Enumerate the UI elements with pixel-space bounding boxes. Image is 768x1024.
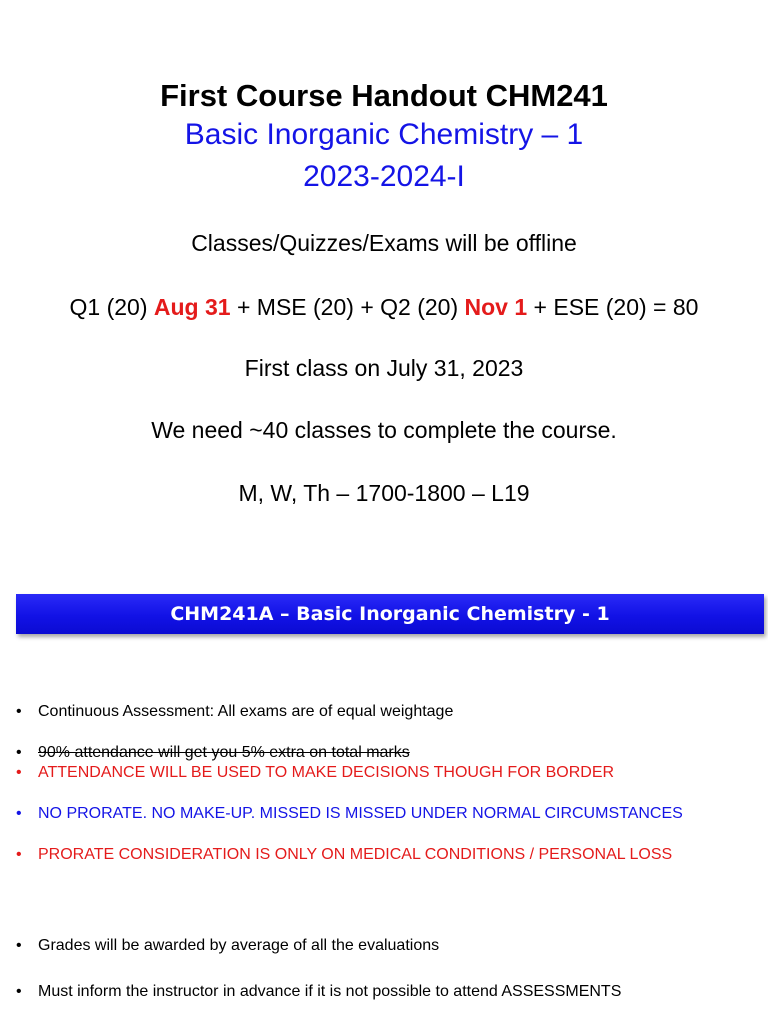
- bullet-marker: •: [16, 983, 22, 1000]
- bullet-marker: •: [16, 764, 22, 781]
- mode-line: Classes/Quizzes/Exams will be offline: [191, 230, 577, 256]
- bullet-marker: •: [16, 805, 22, 822]
- bullet-text: Continuous Assessment: All exams are of equal weightage: [38, 703, 454, 720]
- bullet-text: PRORATE CONSIDERATION IS ONLY ON MEDICAL CONDITIONS / PERSONAL LOSS: [38, 846, 673, 863]
- q1-date: Aug 31: [153, 294, 231, 320]
- bullet-marker: •: [16, 744, 22, 761]
- bullet-marker: •: [16, 846, 22, 863]
- bullet-text: NO PRORATE. NO MAKE-UP. MISSED IS MISSED UNDER NORMAL CIRCUMSTANCES: [38, 805, 683, 822]
- bullet-marker: •: [16, 703, 22, 720]
- bullet-text: 90% attendance will get you 5% extra on total marks: [38, 744, 410, 761]
- section-banner: CHM241A – Basic Inorganic Chemistry - 1: [16, 594, 764, 634]
- bullet-marker: •: [16, 937, 22, 954]
- scheme-part3: + ESE (20) = 80: [527, 294, 699, 320]
- scheme-part1: Q1 (20): [69, 294, 154, 320]
- first-class-line: First class on July 31, 2023: [244, 355, 524, 381]
- schedule-line: M, W, Th – 1700-1800 – L19: [238, 480, 530, 506]
- classes-needed-line: We need ~40 classes to complete the course.: [151, 417, 617, 443]
- grading-scheme: [0, 294, 768, 321]
- q2-date: Nov 1: [464, 294, 528, 320]
- bullet-text: ATTENDANCE WILL BE USED TO MAKE DECISIONS THOUGH FOR BORDER: [38, 764, 615, 781]
- scheme-part2: + MSE (20) + Q2 (20): [230, 294, 465, 320]
- bullet-text: Must inform the instructor in advance if it is not possible to attend ASSESSMENTS: [38, 983, 622, 1000]
- page-title: First Course Handout CHM241: [160, 78, 608, 113]
- bullet-text: Grades will be awarded by average of all the evaluations: [38, 937, 440, 954]
- course-name: Basic Inorganic Chemistry – 1: [184, 118, 584, 151]
- term: 2023-2024-I: [303, 160, 465, 193]
